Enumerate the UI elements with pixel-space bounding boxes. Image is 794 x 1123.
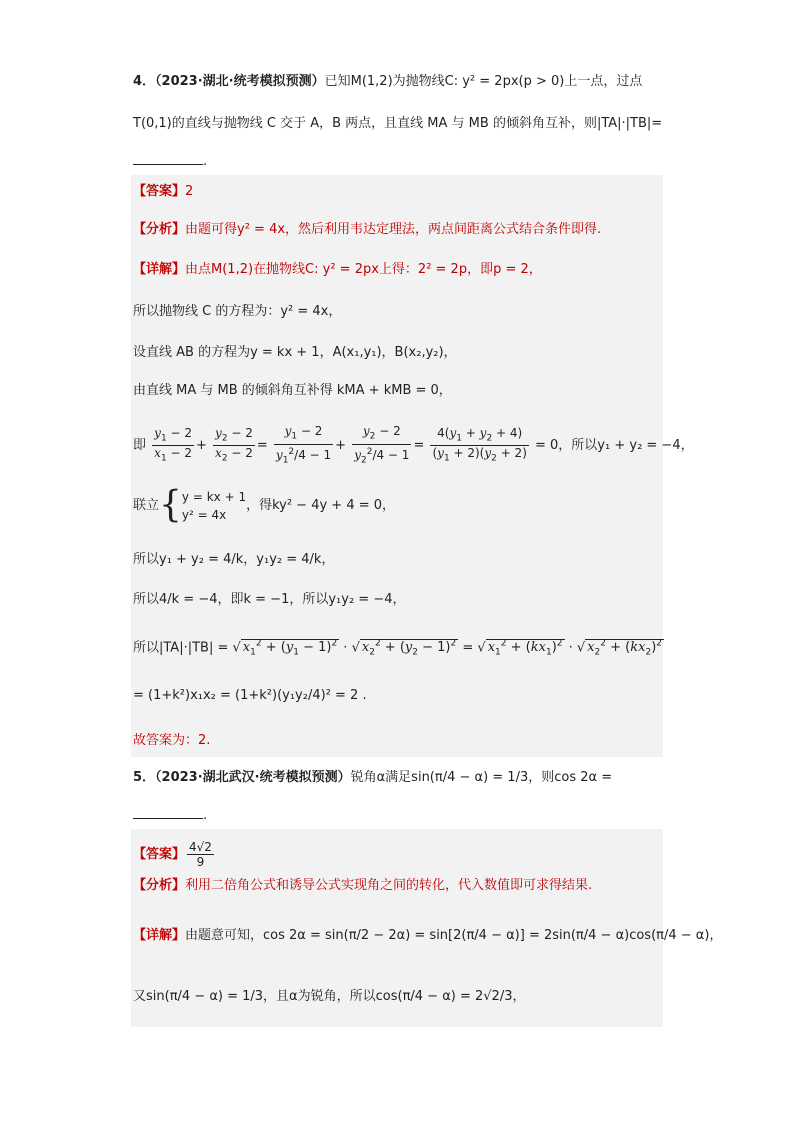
q4-analysis-label: 【分析】 <box>133 222 186 237</box>
q4-step6: 所以y₁ + y₂ = 4/k，y₁y₂ = 4/k， <box>133 552 335 567</box>
q4-system-eq1: y = kx + 1 <box>181 489 247 504</box>
q5-answer-fraction <box>187 840 214 869</box>
q4-detail-label: 【详解】 <box>133 262 186 277</box>
q5-number: 5． <box>133 770 156 785</box>
q4-detail-row <box>133 260 542 280</box>
frac: $\frac{y_2 - 2}{x_2 - 2}$ <box>215 425 253 464</box>
q5-answer-label: 【答案】 <box>133 847 186 862</box>
q4-conclusion: 故答案为：2. <box>133 733 211 748</box>
q4-answer-value: 2 <box>185 184 194 199</box>
q5-stem: 锐角α满足sin(π/4 − α) = 1/3，则cos 2α = <box>350 770 613 785</box>
frac: $\frac{y_2 - 2}{y_2^2/4 - 1}$ <box>354 424 410 465</box>
q4-detail-text: 由点M(1,2)在抛物线C: y² = 2px上得：2² = 2p，即p = 2， <box>185 262 542 277</box>
q5-blank-end: . <box>203 808 208 823</box>
q4-answer-blank <box>133 152 207 172</box>
q4-blank-end: . <box>203 154 208 169</box>
q4-step5-prefix: 联立 <box>133 498 160 513</box>
q4-step1: 所以抛物线 C 的方程为：y² = 4x， <box>133 304 342 319</box>
q4-system-eq2: y² = 4x <box>181 507 227 522</box>
q5-detail-text: 由题意可知，cos 2α = sin(π/2 − 2α) = sin[2(π/4 − α)] = 2sin(π/4 − α)cos(π/4 − α)， <box>185 928 723 943</box>
q4-blank-line <box>133 153 203 165</box>
q5-answer-row <box>133 838 216 872</box>
q5-line1 <box>133 768 612 788</box>
q5-detail-row <box>133 926 722 946</box>
q5-source: （2023·湖北武汉·统考模拟预测） <box>155 770 351 785</box>
q4-source: （2023·湖北·统考模拟预测） <box>155 74 325 89</box>
q4-step5 <box>133 486 395 526</box>
q5-analysis-label: 【分析】 <box>133 878 186 893</box>
frac: $\frac{4(y_1 + y_2 + 4)}{(y_1 + 2)(y_2 + 2)}$ <box>432 425 527 464</box>
q4-step4-prefix: 即 <box>133 438 147 453</box>
brace-glyph: { <box>159 484 182 526</box>
q5-step1: 又sin(π/4 − α) = 1/3，且α为锐角，所以cos(π/4 − α) = 2√2/3， <box>133 989 526 1004</box>
q4-step9: = (1+k²)x₁x₂ = (1+k²)(y₁y₂/4)² = 2 . <box>133 688 367 703</box>
q5-detail-label: 【详解】 <box>133 928 186 943</box>
q5-analysis-text: 利用二倍角公式和诱导公式实现角之间的转化，代入数值即可求得结果. <box>185 878 593 893</box>
q4-analysis-text: 由题可得y² = 4x，然后利用韦达定理法，两点间距离公式结合条件即得. <box>185 222 602 237</box>
q4-step4: 即 $\frac{y_1 - 2}{x_1 - 2}$ + $\frac{y_2 - 2}{x_2 - 2}$ = $\frac{y_1 - 2}{y_1^2/4 - 1}$ + $\frac{y_2 - 2}{y_2^2/4 - 1}$ = $\frac{4(y_1 + y_2 + 4)}{(y_1 + 2)(y_2 + 2)}$ = 0，所以y₁ + y₂ = −4， <box>133 424 694 465</box>
q4-step8-prefix: 所以|TA|·|TB| = <box>133 640 229 656</box>
q5-answer-denominator: 9 <box>196 855 205 869</box>
q5-blank-line <box>133 807 203 819</box>
equation-system <box>182 488 246 524</box>
q4-step4-suffix: = 0，所以y₁ + y₂ = −4， <box>535 438 694 453</box>
frac: $\frac{y_1 - 2}{x_1 - 2}$ <box>154 425 192 464</box>
q4-step5-suffix: ，得ky² − 4y + 4 = 0， <box>246 498 396 513</box>
frac: $\frac{y_1 - 2}{y_1^2/4 - 1}$ <box>275 424 332 465</box>
q4-stem-line1: 已知M(1,2)为抛物线C: y² = 2px(p > 0)上一点，过点 <box>324 74 643 89</box>
q4-step7: 所以4/k = −4，即k = −1，所以y₁y₂ = −4， <box>133 592 406 607</box>
q4-stem-line2: T(0,1)的直线与抛物线 C 交于 A，B 两点，且直线 MA 与 MB 的倾斜角互补，则|TA|·|TB|= <box>133 116 663 131</box>
q5-answer-blank <box>133 806 207 826</box>
q4-answer-label: 【答案】 <box>133 184 186 199</box>
q5-answer-numerator: 4√2 <box>189 840 212 854</box>
q4-number: 4． <box>133 74 156 89</box>
q4-step2: 设直线 AB 的方程为y = kx + 1，A(x₁,y₁)，B(x₂,y₂)， <box>133 345 457 360</box>
q4-answer-row <box>133 182 193 202</box>
q4-line1 <box>133 72 642 92</box>
q5-analysis-row <box>133 876 592 896</box>
q4-step3: 由直线 MA 与 MB 的倾斜角互补得 kMA + kMB = 0， <box>133 383 452 398</box>
q4-analysis-row <box>133 220 601 240</box>
q4-step8: 所以|TA|·|TB| = √ $x_1^2 + (y_1 - 1)^2$ · √ $x_2^2 + (y_2 - 1)^2$ = √ $x_1^2 + (kx_1)^2$ · √ $x_2^2 + (kx_2)^2$ <box>133 639 662 658</box>
